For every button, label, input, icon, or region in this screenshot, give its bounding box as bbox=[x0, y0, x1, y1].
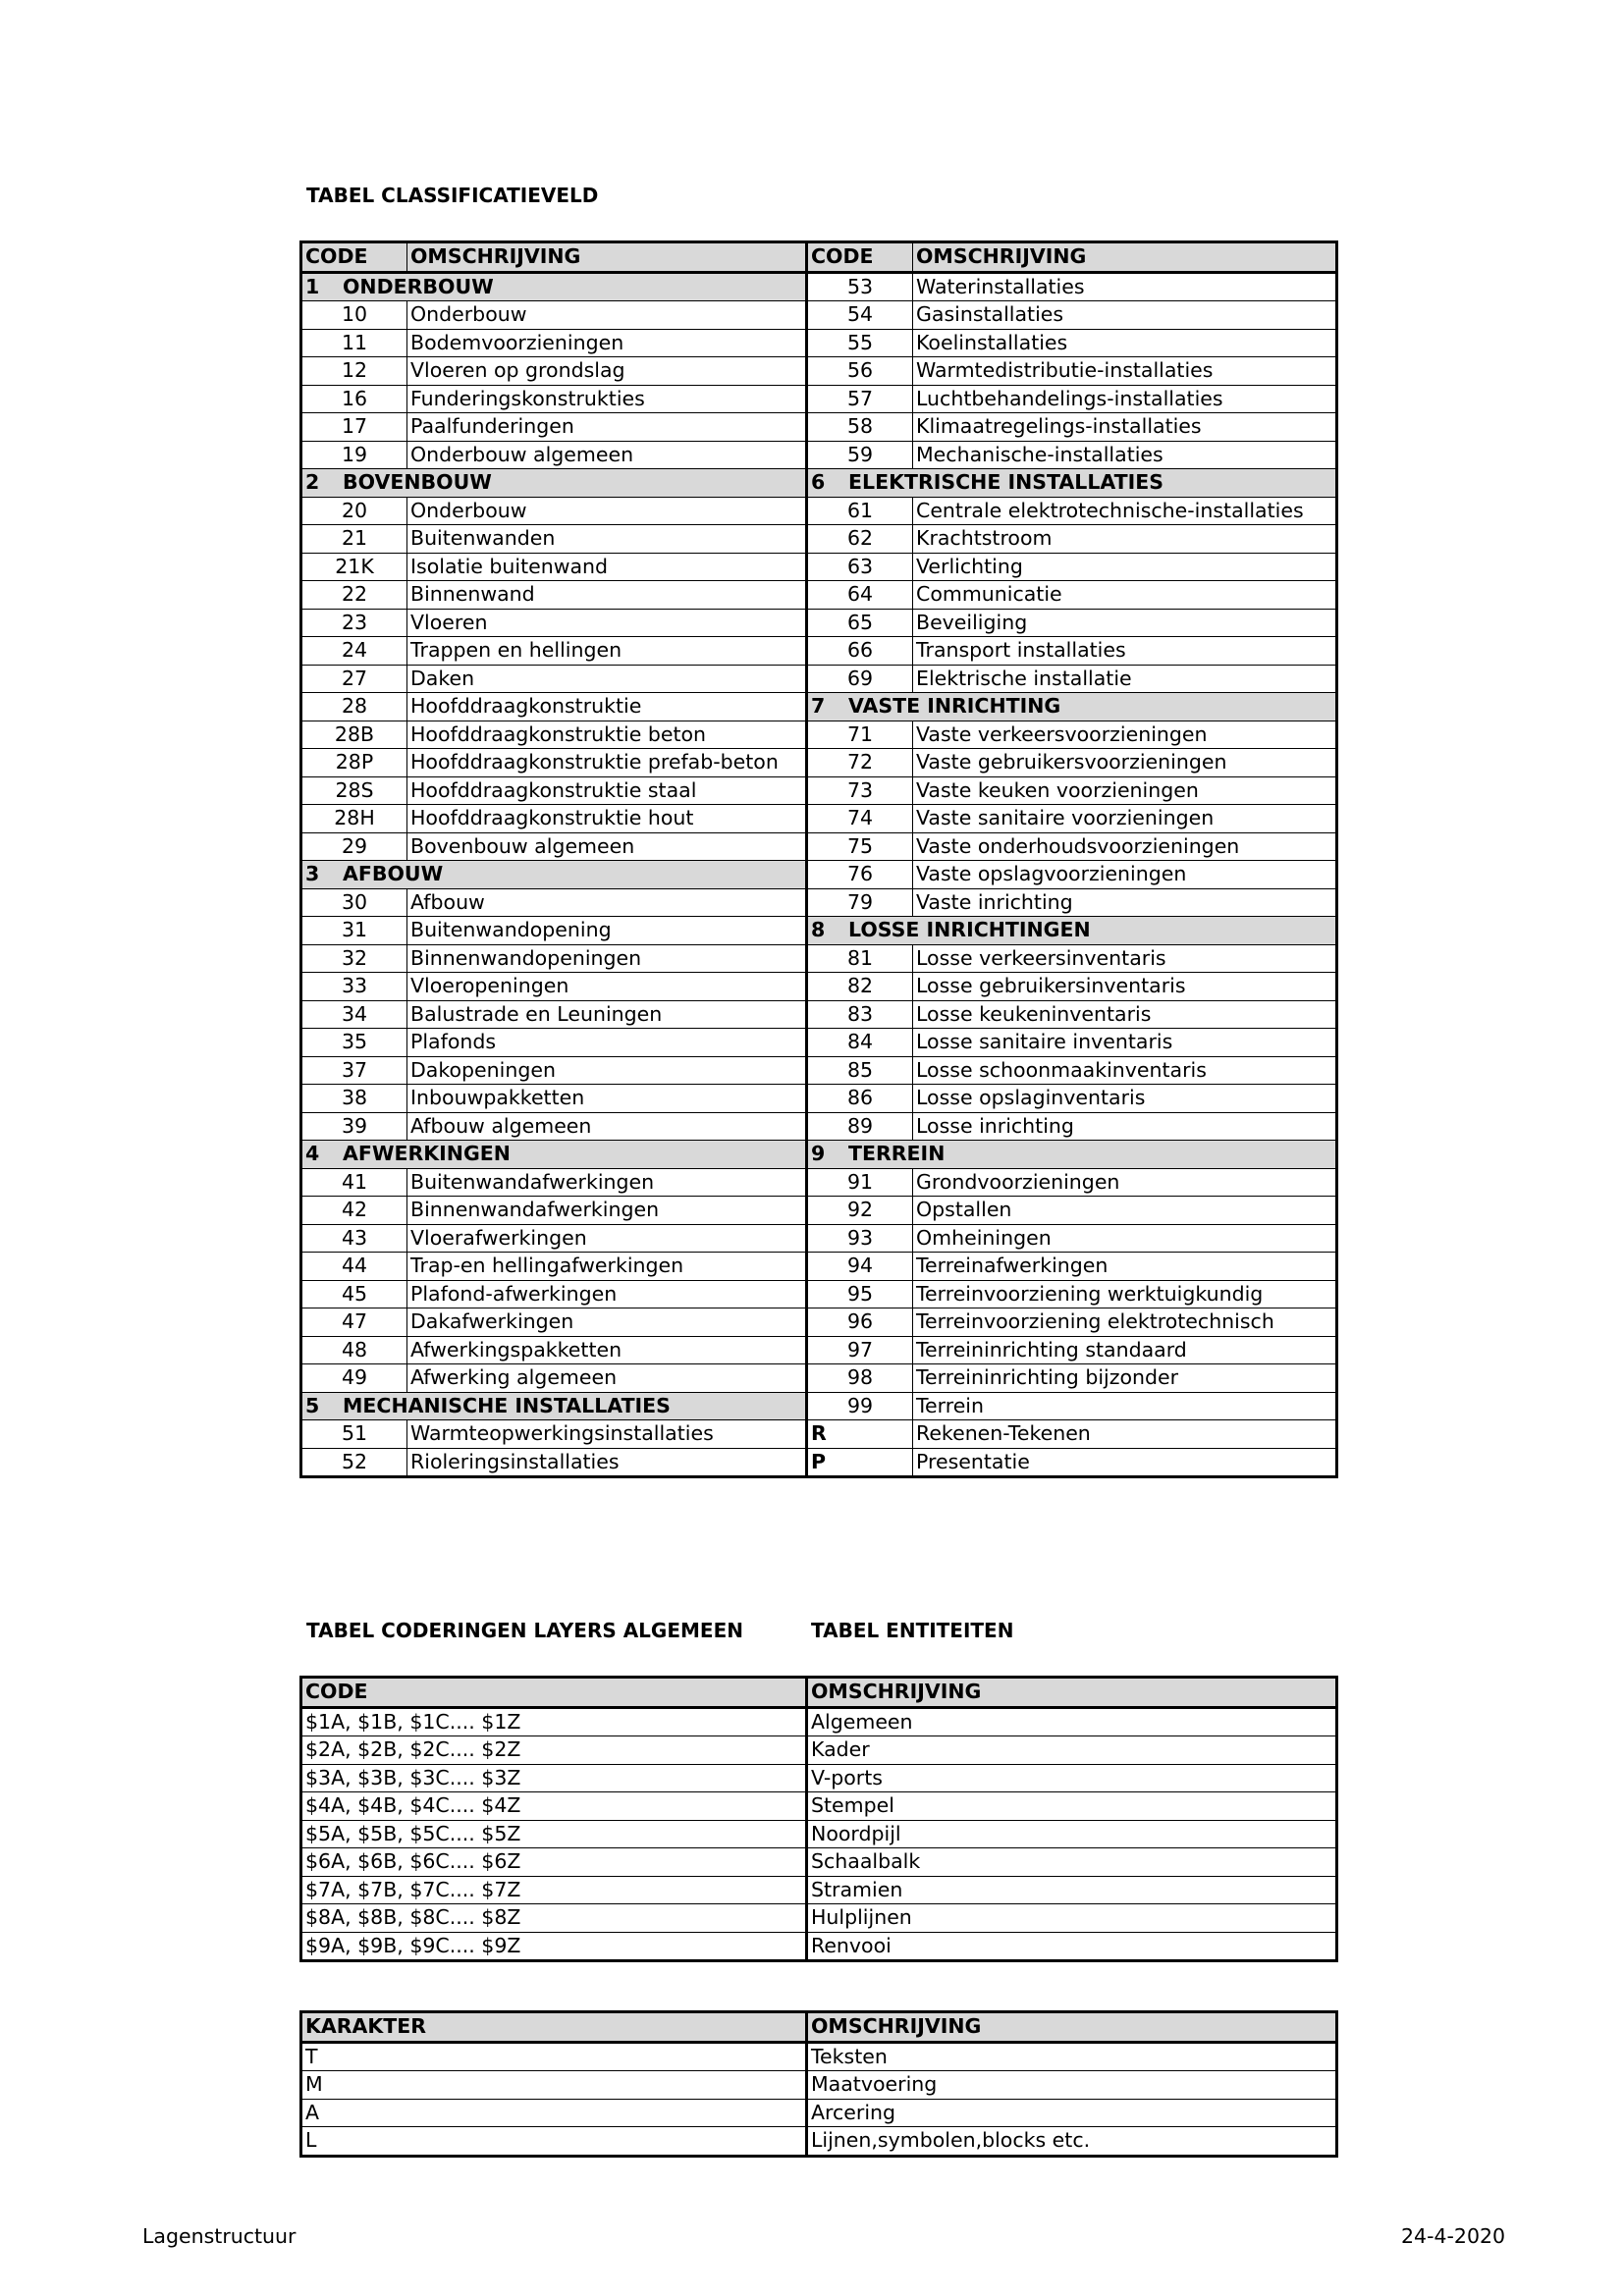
code-description: Isolatie buitenwand bbox=[407, 553, 807, 581]
code-cell: 27 bbox=[301, 665, 407, 693]
code-cell: 28P bbox=[301, 749, 407, 777]
table-row bbox=[301, 2099, 1337, 2127]
column-header-code: CODE bbox=[301, 242, 407, 273]
section-number: 9 bbox=[811, 1142, 826, 1166]
code-description: Terreinvoorziening werktuigkundig bbox=[913, 1280, 1337, 1308]
code-cell: 92 bbox=[807, 1197, 913, 1225]
code-cell: 61 bbox=[807, 497, 913, 525]
section-number: 4 bbox=[305, 1142, 320, 1166]
code-cell: 81 bbox=[807, 944, 913, 973]
section-title: AFWERKINGEN bbox=[343, 1142, 511, 1166]
code-cell: 56 bbox=[807, 357, 913, 386]
footer-document-name: Lagenstructuur bbox=[142, 2224, 297, 2248]
code-description: Balustrade en Leuningen bbox=[407, 1000, 807, 1029]
section-number: 2 bbox=[305, 470, 320, 495]
code-description: Inbouwpakketten bbox=[407, 1085, 807, 1113]
code-description: Beveiliging bbox=[913, 609, 1337, 637]
table-row bbox=[301, 1448, 1337, 1477]
layer-code: $5A, $5B, $5C.... $5Z bbox=[301, 1820, 807, 1848]
code-description: Rekenen-Tekenen bbox=[913, 1420, 1337, 1449]
section-heading bbox=[807, 693, 1337, 721]
section-heading bbox=[301, 1392, 807, 1420]
table-header-row bbox=[301, 1678, 1337, 1708]
entities-table-title: TABEL ENTITEITEN bbox=[811, 1619, 1014, 1642]
table-row bbox=[301, 693, 1337, 721]
code-cell: 33 bbox=[301, 973, 407, 1001]
code-cell: 63 bbox=[807, 553, 913, 581]
row-description: Teksten bbox=[807, 2042, 1337, 2071]
table-row bbox=[301, 1141, 1337, 1169]
section-title: MECHANISCHE INSTALLATIES bbox=[343, 1393, 671, 1417]
code-cell: 99 bbox=[807, 1392, 913, 1420]
code-cell: 23 bbox=[301, 609, 407, 637]
row-description: Stramien bbox=[807, 1876, 1337, 1904]
table-row bbox=[301, 553, 1337, 581]
row-description: Lijnen,symbolen,blocks etc. bbox=[807, 2127, 1337, 2157]
character-code: L bbox=[301, 2127, 807, 2157]
table-row bbox=[301, 1253, 1337, 1281]
code-cell: 21K bbox=[301, 553, 407, 581]
code-description: Hoofddraagkonstruktie hout bbox=[407, 805, 807, 833]
column-header-description: OMSCHRIJVING bbox=[913, 242, 1337, 273]
table-row bbox=[301, 1932, 1337, 1961]
table-row bbox=[301, 1420, 1337, 1449]
section-heading bbox=[301, 272, 807, 301]
code-description: Elektrische installatie bbox=[913, 665, 1337, 693]
code-description: Warmtedistributie-installaties bbox=[913, 357, 1337, 386]
code-cell: 58 bbox=[807, 413, 913, 442]
code-cell: 93 bbox=[807, 1224, 913, 1253]
code-description: Buitenwandopening bbox=[407, 917, 807, 945]
character-table-body bbox=[301, 2012, 1337, 2157]
table-row bbox=[301, 832, 1337, 861]
code-cell: 48 bbox=[301, 1336, 407, 1364]
code-cell: 73 bbox=[807, 776, 913, 805]
code-description: Terreinafwerkingen bbox=[913, 1253, 1337, 1281]
code-description: Transport installaties bbox=[913, 637, 1337, 666]
section-number: 6 bbox=[811, 470, 826, 495]
table-row bbox=[301, 301, 1337, 330]
row-description: Kader bbox=[807, 1736, 1337, 1765]
footer-date: 24-4-2020 bbox=[1401, 2224, 1506, 2248]
table-row bbox=[301, 861, 1337, 889]
code-description: Vaste gebruikersvoorzieningen bbox=[913, 749, 1337, 777]
layer-code: $9A, $9B, $9C.... $9Z bbox=[301, 1932, 807, 1961]
code-description: Presentatie bbox=[913, 1448, 1337, 1477]
row-description: Hulplijnen bbox=[807, 1904, 1337, 1933]
table-row bbox=[301, 1112, 1337, 1141]
table-row bbox=[301, 357, 1337, 386]
table-row bbox=[301, 637, 1337, 666]
code-description: Losse inrichting bbox=[913, 1112, 1337, 1141]
code-description: Hoofddraagkonstruktie bbox=[407, 693, 807, 721]
code-description: Vaste onderhoudsvoorzieningen bbox=[913, 832, 1337, 861]
section-title: BOVENBOUW bbox=[343, 470, 492, 495]
code-description: Binnenwand bbox=[407, 581, 807, 610]
section-number: 8 bbox=[811, 918, 826, 942]
code-cell: 42 bbox=[301, 1197, 407, 1225]
row-description: Algemeen bbox=[807, 1707, 1337, 1736]
code-description: Bodemvoorzieningen bbox=[407, 329, 807, 357]
code-cell: 22 bbox=[301, 581, 407, 610]
code-description: Rioleringsinstallaties bbox=[407, 1448, 807, 1477]
code-description: Afwerkingspakketten bbox=[407, 1336, 807, 1364]
code-cell: 76 bbox=[807, 861, 913, 889]
code-cell: 28H bbox=[301, 805, 407, 833]
code-description: Losse opslaginventaris bbox=[913, 1085, 1337, 1113]
table-row bbox=[301, 413, 1337, 442]
code-cell: 47 bbox=[301, 1308, 407, 1337]
column-header-description: OMSCHRIJVING bbox=[807, 1678, 1337, 1708]
code-cell: 17 bbox=[301, 413, 407, 442]
code-description: Vaste keuken voorzieningen bbox=[913, 776, 1337, 805]
code-description: Terreininrichting bijzonder bbox=[913, 1364, 1337, 1393]
code-cell: 19 bbox=[301, 441, 407, 469]
code-cell: 44 bbox=[301, 1253, 407, 1281]
code-cell: 89 bbox=[807, 1112, 913, 1141]
code-cell: 66 bbox=[807, 637, 913, 666]
section-heading bbox=[301, 469, 807, 498]
code-cell: 11 bbox=[301, 329, 407, 357]
code-cell: 45 bbox=[301, 1280, 407, 1308]
code-cell: 69 bbox=[807, 665, 913, 693]
table-row bbox=[301, 973, 1337, 1001]
table-header-row bbox=[301, 2012, 1337, 2043]
page-title: TABEL CLASSIFICATIEVELD bbox=[306, 184, 599, 207]
table-row bbox=[301, 665, 1337, 693]
table-row bbox=[301, 1280, 1337, 1308]
code-cell: 49 bbox=[301, 1364, 407, 1393]
table-row bbox=[301, 721, 1337, 749]
code-description: Mechanische-installaties bbox=[913, 441, 1337, 469]
code-cell: 31 bbox=[301, 917, 407, 945]
code-description: Losse keukeninventaris bbox=[913, 1000, 1337, 1029]
code-description: Luchtbehandelings-installaties bbox=[913, 385, 1337, 413]
code-description: Hoofddraagkonstruktie prefab-beton bbox=[407, 749, 807, 777]
section-heading bbox=[301, 1141, 807, 1169]
table-row bbox=[301, 1707, 1337, 1736]
code-description: Vaste sanitaire voorzieningen bbox=[913, 805, 1337, 833]
code-cell: 41 bbox=[301, 1168, 407, 1197]
section-number: 1 bbox=[305, 274, 320, 298]
code-description: Buitenwanden bbox=[407, 525, 807, 554]
code-description: Koelinstallaties bbox=[913, 329, 1337, 357]
code-description: Vaste opslagvoorzieningen bbox=[913, 861, 1337, 889]
code-cell: 43 bbox=[301, 1224, 407, 1253]
code-description: Losse gebruikersinventaris bbox=[913, 973, 1337, 1001]
code-description: Vaste inrichting bbox=[913, 888, 1337, 917]
column-header-description: OMSCHRIJVING bbox=[807, 2012, 1337, 2043]
code-description: Plafond-afwerkingen bbox=[407, 1280, 807, 1308]
section-number: 7 bbox=[811, 694, 826, 719]
layer-code: $4A, $4B, $4C.... $4Z bbox=[301, 1792, 807, 1821]
code-cell: 37 bbox=[301, 1056, 407, 1085]
table-row bbox=[301, 1736, 1337, 1765]
code-description: Afbouw bbox=[407, 888, 807, 917]
code-cell: 12 bbox=[301, 357, 407, 386]
code-cell: 24 bbox=[301, 637, 407, 666]
code-cell: 83 bbox=[807, 1000, 913, 1029]
code-cell: 28S bbox=[301, 776, 407, 805]
layer-code: $7A, $7B, $7C.... $7Z bbox=[301, 1876, 807, 1904]
table-row bbox=[301, 888, 1337, 917]
character-code: A bbox=[301, 2099, 807, 2127]
classification-table-body bbox=[301, 242, 1337, 1477]
table-row bbox=[301, 1308, 1337, 1337]
column-header-description: OMSCHRIJVING bbox=[407, 242, 807, 273]
section-heading bbox=[807, 917, 1337, 945]
code-description: Vaste verkeersvoorzieningen bbox=[913, 721, 1337, 749]
code-description: Funderingskonstrukties bbox=[407, 385, 807, 413]
code-cell: 85 bbox=[807, 1056, 913, 1085]
code-cell: 59 bbox=[807, 441, 913, 469]
code-description: Terreininrichting standaard bbox=[913, 1336, 1337, 1364]
code-cell: 32 bbox=[301, 944, 407, 973]
code-description: Vloeren bbox=[407, 609, 807, 637]
section-heading bbox=[301, 861, 807, 889]
table-row bbox=[301, 2127, 1337, 2157]
code-cell: 62 bbox=[807, 525, 913, 554]
table-row bbox=[301, 1224, 1337, 1253]
code-description: Onderbouw bbox=[407, 301, 807, 330]
code-cell: 16 bbox=[301, 385, 407, 413]
table-row bbox=[301, 1085, 1337, 1113]
table-row bbox=[301, 1364, 1337, 1393]
table-row bbox=[301, 2071, 1337, 2100]
section-number: 5 bbox=[305, 1393, 320, 1417]
table-row bbox=[301, 609, 1337, 637]
code-description: Warmteopwerkingsinstallaties bbox=[407, 1420, 807, 1449]
table-row bbox=[301, 1168, 1337, 1197]
classification-table bbox=[299, 240, 1338, 1478]
code-description: Communicatie bbox=[913, 581, 1337, 610]
section-number: 3 bbox=[305, 862, 320, 886]
code-description: Trap-en hellingafwerkingen bbox=[407, 1253, 807, 1281]
table-row bbox=[301, 805, 1337, 833]
code-cell: 39 bbox=[301, 1112, 407, 1141]
table-row bbox=[301, 272, 1337, 301]
table-row bbox=[301, 385, 1337, 413]
code-description: Losse schoonmaakinventaris bbox=[913, 1056, 1337, 1085]
code-cell: 38 bbox=[301, 1085, 407, 1113]
layers-table-title: TABEL CODERINGEN LAYERS ALGEMEEN bbox=[306, 1619, 743, 1642]
code-cell: 57 bbox=[807, 385, 913, 413]
code-cell: 91 bbox=[807, 1168, 913, 1197]
code-cell: 53 bbox=[807, 272, 913, 301]
code-description: Daken bbox=[407, 665, 807, 693]
layer-codes-table-body bbox=[301, 1678, 1337, 1961]
table-row bbox=[301, 497, 1337, 525]
code-cell: 96 bbox=[807, 1308, 913, 1337]
table-row bbox=[301, 1392, 1337, 1420]
row-description: Arcering bbox=[807, 2099, 1337, 2127]
code-description: Verlichting bbox=[913, 553, 1337, 581]
code-description: Binnenwandopeningen bbox=[407, 944, 807, 973]
code-cell: 98 bbox=[807, 1364, 913, 1393]
table-row bbox=[301, 469, 1337, 498]
code-description: Klimaatregelings-installaties bbox=[913, 413, 1337, 442]
code-description: Krachtstroom bbox=[913, 525, 1337, 554]
code-cell: 97 bbox=[807, 1336, 913, 1364]
code-cell: 94 bbox=[807, 1253, 913, 1281]
code-cell: 82 bbox=[807, 973, 913, 1001]
code-description: Onderbouw algemeen bbox=[407, 441, 807, 469]
column-header-code: CODE bbox=[301, 1678, 807, 1708]
row-description: Renvooi bbox=[807, 1932, 1337, 1961]
code-description: Plafonds bbox=[407, 1029, 807, 1057]
code-description: Vloeren op grondslag bbox=[407, 357, 807, 386]
layer-code: $1A, $1B, $1C.... $1Z bbox=[301, 1707, 807, 1736]
table-row bbox=[301, 1820, 1337, 1848]
code-description: Dakopeningen bbox=[407, 1056, 807, 1085]
code-description: Paalfunderingen bbox=[407, 413, 807, 442]
character-code: T bbox=[301, 2042, 807, 2071]
table-row bbox=[301, 1764, 1337, 1792]
code-cell: 55 bbox=[807, 329, 913, 357]
table-row bbox=[301, 2042, 1337, 2071]
code-description: Centrale elektrotechnische-installaties bbox=[913, 497, 1337, 525]
section-title: LOSSE INRICHTINGEN bbox=[848, 918, 1091, 942]
column-header-code: CODE bbox=[807, 242, 913, 273]
row-description: V-ports bbox=[807, 1764, 1337, 1792]
code-cell: 28B bbox=[301, 721, 407, 749]
table-row bbox=[301, 1876, 1337, 1904]
code-description: Terreinvoorziening elektrotechnisch bbox=[913, 1308, 1337, 1337]
table-row bbox=[301, 1056, 1337, 1085]
layer-code: $3A, $3B, $3C.... $3Z bbox=[301, 1764, 807, 1792]
section-title: VASTE INRICHTING bbox=[848, 694, 1061, 719]
code-description: Losse sanitaire inventaris bbox=[913, 1029, 1337, 1057]
table-row bbox=[301, 525, 1337, 554]
layer-codes-table bbox=[299, 1676, 1338, 1962]
code-cell: 54 bbox=[807, 301, 913, 330]
column-header-character: KARAKTER bbox=[301, 2012, 807, 2043]
code-description: Buitenwandafwerkingen bbox=[407, 1168, 807, 1197]
code-cell: 20 bbox=[301, 497, 407, 525]
code-description: Vloerafwerkingen bbox=[407, 1224, 807, 1253]
code-description: Dakafwerkingen bbox=[407, 1308, 807, 1337]
section-title: ELEKTRISCHE INSTALLATIES bbox=[848, 470, 1164, 495]
section-heading bbox=[807, 1141, 1337, 1169]
character-code: M bbox=[301, 2071, 807, 2100]
code-cell: 10 bbox=[301, 301, 407, 330]
layer-code: $6A, $6B, $6C.... $6Z bbox=[301, 1848, 807, 1877]
code-cell: 21 bbox=[301, 525, 407, 554]
code-cell: 74 bbox=[807, 805, 913, 833]
code-description: Binnenwandafwerkingen bbox=[407, 1197, 807, 1225]
code-cell: 84 bbox=[807, 1029, 913, 1057]
code-description: Gasinstallaties bbox=[913, 301, 1337, 330]
code-cell: 72 bbox=[807, 749, 913, 777]
character-table bbox=[299, 2010, 1338, 2158]
code-cell: 71 bbox=[807, 721, 913, 749]
code-cell: 52 bbox=[301, 1448, 407, 1477]
code-description: Hoofddraagkonstruktie staal bbox=[407, 776, 807, 805]
code-cell: 86 bbox=[807, 1085, 913, 1113]
section-title: ONDERBOUW bbox=[343, 274, 494, 298]
code-cell: 95 bbox=[807, 1280, 913, 1308]
table-row bbox=[301, 1000, 1337, 1029]
code-description: Afbouw algemeen bbox=[407, 1112, 807, 1141]
code-description: Losse verkeersinventaris bbox=[913, 944, 1337, 973]
table-row bbox=[301, 441, 1337, 469]
category-letter: P bbox=[807, 1448, 913, 1477]
table-row bbox=[301, 1848, 1337, 1877]
table-header-row bbox=[301, 242, 1337, 273]
code-description: Hoofddraagkonstruktie beton bbox=[407, 721, 807, 749]
code-description: Grondvoorzieningen bbox=[913, 1168, 1337, 1197]
table-row bbox=[301, 1197, 1337, 1225]
code-description: Vloeropeningen bbox=[407, 973, 807, 1001]
code-cell: 29 bbox=[301, 832, 407, 861]
section-title: TERREIN bbox=[848, 1142, 946, 1166]
table-row bbox=[301, 1792, 1337, 1821]
layer-code: $8A, $8B, $8C.... $8Z bbox=[301, 1904, 807, 1933]
table-row bbox=[301, 1904, 1337, 1933]
row-description: Stempel bbox=[807, 1792, 1337, 1821]
code-description: Trappen en hellingen bbox=[407, 637, 807, 666]
code-description: Omheiningen bbox=[913, 1224, 1337, 1253]
code-cell: 79 bbox=[807, 888, 913, 917]
table-row bbox=[301, 776, 1337, 805]
code-description: Terrein bbox=[913, 1392, 1337, 1420]
code-cell: 35 bbox=[301, 1029, 407, 1057]
row-description: Noordpijl bbox=[807, 1820, 1337, 1848]
table-row bbox=[301, 917, 1337, 945]
code-cell: 64 bbox=[807, 581, 913, 610]
section-heading bbox=[807, 469, 1337, 498]
code-cell: 65 bbox=[807, 609, 913, 637]
section-title: AFBOUW bbox=[343, 862, 444, 886]
table-row bbox=[301, 1336, 1337, 1364]
code-cell: 75 bbox=[807, 832, 913, 861]
category-letter: R bbox=[807, 1420, 913, 1449]
row-description: Maatvoering bbox=[807, 2071, 1337, 2100]
table-row bbox=[301, 329, 1337, 357]
table-row bbox=[301, 944, 1337, 973]
code-cell: 28 bbox=[301, 693, 407, 721]
table-row bbox=[301, 749, 1337, 777]
code-description: Opstallen bbox=[913, 1197, 1337, 1225]
code-description: Afwerking algemeen bbox=[407, 1364, 807, 1393]
row-description: Schaalbalk bbox=[807, 1848, 1337, 1877]
code-cell: 34 bbox=[301, 1000, 407, 1029]
layer-code: $2A, $2B, $2C.... $2Z bbox=[301, 1736, 807, 1765]
code-description: Onderbouw bbox=[407, 497, 807, 525]
code-cell: 51 bbox=[301, 1420, 407, 1449]
code-description: Waterinstallaties bbox=[913, 272, 1337, 301]
code-description: Bovenbouw algemeen bbox=[407, 832, 807, 861]
code-cell: 30 bbox=[301, 888, 407, 917]
table-row bbox=[301, 1029, 1337, 1057]
table-row bbox=[301, 581, 1337, 610]
